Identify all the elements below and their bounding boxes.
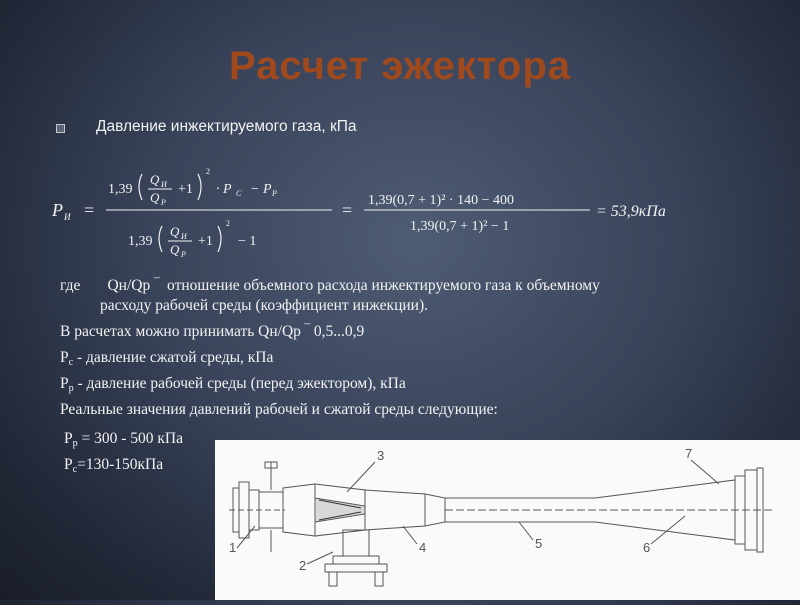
pc-text: - давление сжатой среды, кПа bbox=[73, 349, 274, 366]
formula-qp-bot-sub: Р bbox=[181, 250, 186, 259]
formula-qn-top: Q bbox=[150, 172, 160, 187]
where-continuation: расходу рабочей среды (коэффициент инжекции). bbox=[100, 297, 429, 314]
formula-result: = 53,9кПа bbox=[596, 203, 666, 220]
pp-value-text: = 300 - 500 кПа bbox=[77, 430, 184, 447]
pp-value-subscript: р bbox=[72, 438, 78, 449]
leader-2 bbox=[307, 552, 333, 564]
formula-plus-one-bot: +1 bbox=[198, 234, 213, 249]
where-paragraph bbox=[60, 276, 744, 316]
pp-definition bbox=[60, 375, 406, 394]
formula-qn-bot: Q bbox=[170, 224, 180, 239]
formula-eq2: = bbox=[342, 200, 353, 220]
suction-bolt-right bbox=[375, 572, 383, 586]
formula-exp-top: 2 bbox=[206, 167, 210, 176]
leader-3 bbox=[347, 462, 375, 492]
slide-title: Расчет эжектора bbox=[228, 44, 572, 88]
callout-3: 3 bbox=[377, 448, 385, 463]
formula-pc-sub: С bbox=[236, 189, 242, 198]
pp-value-symbol: Р bbox=[64, 430, 73, 447]
callout-4: 4 bbox=[419, 540, 427, 555]
pc-definition bbox=[60, 349, 273, 368]
pp-text: - давление рабочей среды (перед эжектором), кПа bbox=[73, 375, 406, 392]
formula-qn-top-sub: И bbox=[161, 180, 167, 189]
pc-value-text: =130-150кПа bbox=[77, 456, 164, 473]
mixing-throat-in bbox=[365, 490, 425, 530]
callout-6: 6 bbox=[643, 540, 651, 555]
ejector-drawing bbox=[215, 440, 800, 600]
formula-qp-top: Q bbox=[150, 190, 160, 205]
where-label: где bbox=[60, 277, 81, 294]
leader-1 bbox=[237, 526, 255, 548]
where-definition: отношение объемного расхода инжектируемого газа к объемному bbox=[167, 277, 600, 294]
formula-exp-bot: 2 bbox=[226, 219, 230, 228]
formula-minus-one: − 1 bbox=[238, 234, 257, 249]
leader-5 bbox=[519, 522, 533, 540]
where-symbol: Qн/Qр bbox=[107, 277, 151, 294]
formula-minus-pp: − P bbox=[250, 182, 272, 197]
formula-qp-bot: Q bbox=[170, 242, 180, 257]
suction-flange-top bbox=[333, 556, 379, 564]
leader-4 bbox=[403, 526, 417, 544]
leader-7 bbox=[691, 460, 719, 484]
pp-subscript: р bbox=[68, 383, 74, 394]
ejector-drawing-svg bbox=[215, 440, 800, 600]
callout-5: 5 bbox=[535, 536, 543, 551]
formula-coef-bot: 1,39 bbox=[128, 234, 153, 249]
callout-7: 7 bbox=[685, 446, 693, 461]
pc-value-symbol: Р bbox=[64, 456, 73, 473]
pp-symbol: Р bbox=[60, 375, 69, 392]
throat-taper bbox=[425, 494, 445, 526]
formula-eq1: = bbox=[84, 200, 95, 220]
where-dash: ‾ bbox=[154, 277, 160, 294]
accept-line: В расчетах можно принимать Qн/Qр ‾ 0,5...0,9 bbox=[60, 323, 365, 340]
formula-pc: · P bbox=[216, 182, 232, 197]
formula-qp-top-sub: Р bbox=[161, 198, 166, 207]
formula-coef-top: 1,39 bbox=[108, 182, 133, 197]
formula-lhs-sub: И bbox=[64, 212, 71, 222]
pc-subscript: с bbox=[68, 357, 74, 368]
formula-numeric-den: 1,39(0,7 + 1)² − 1 bbox=[410, 219, 510, 234]
real-values-line: Реальные значения давлений рабочей и сжатой среды следующие: bbox=[60, 401, 498, 418]
pc-value-subscript: с bbox=[72, 464, 78, 475]
bullet-text: Давление инжектируемого газа, кПа bbox=[96, 118, 357, 135]
bullet-square-icon bbox=[56, 124, 65, 133]
formula-numeric-num: 1,39(0,7 + 1)² · 140 − 400 bbox=[368, 193, 514, 208]
pc-value bbox=[64, 456, 163, 475]
callout-2: 2 bbox=[299, 558, 307, 573]
formula-lhs: P bbox=[52, 200, 63, 220]
ejector-formula bbox=[50, 160, 770, 260]
formula-plus-one-top: +1 bbox=[178, 182, 193, 197]
formula-pp-sub: Р bbox=[272, 189, 277, 198]
formula-qn-bot-sub: И bbox=[181, 232, 187, 241]
pc-symbol: Р bbox=[60, 349, 69, 366]
nozzle-cone bbox=[315, 498, 365, 522]
suction-flange bbox=[325, 564, 387, 572]
suction-bolt-left bbox=[329, 572, 337, 586]
nozzle-housing bbox=[283, 484, 315, 536]
suction-branch bbox=[343, 530, 369, 556]
callout-1: 1 bbox=[229, 540, 237, 555]
pp-value bbox=[64, 430, 183, 449]
